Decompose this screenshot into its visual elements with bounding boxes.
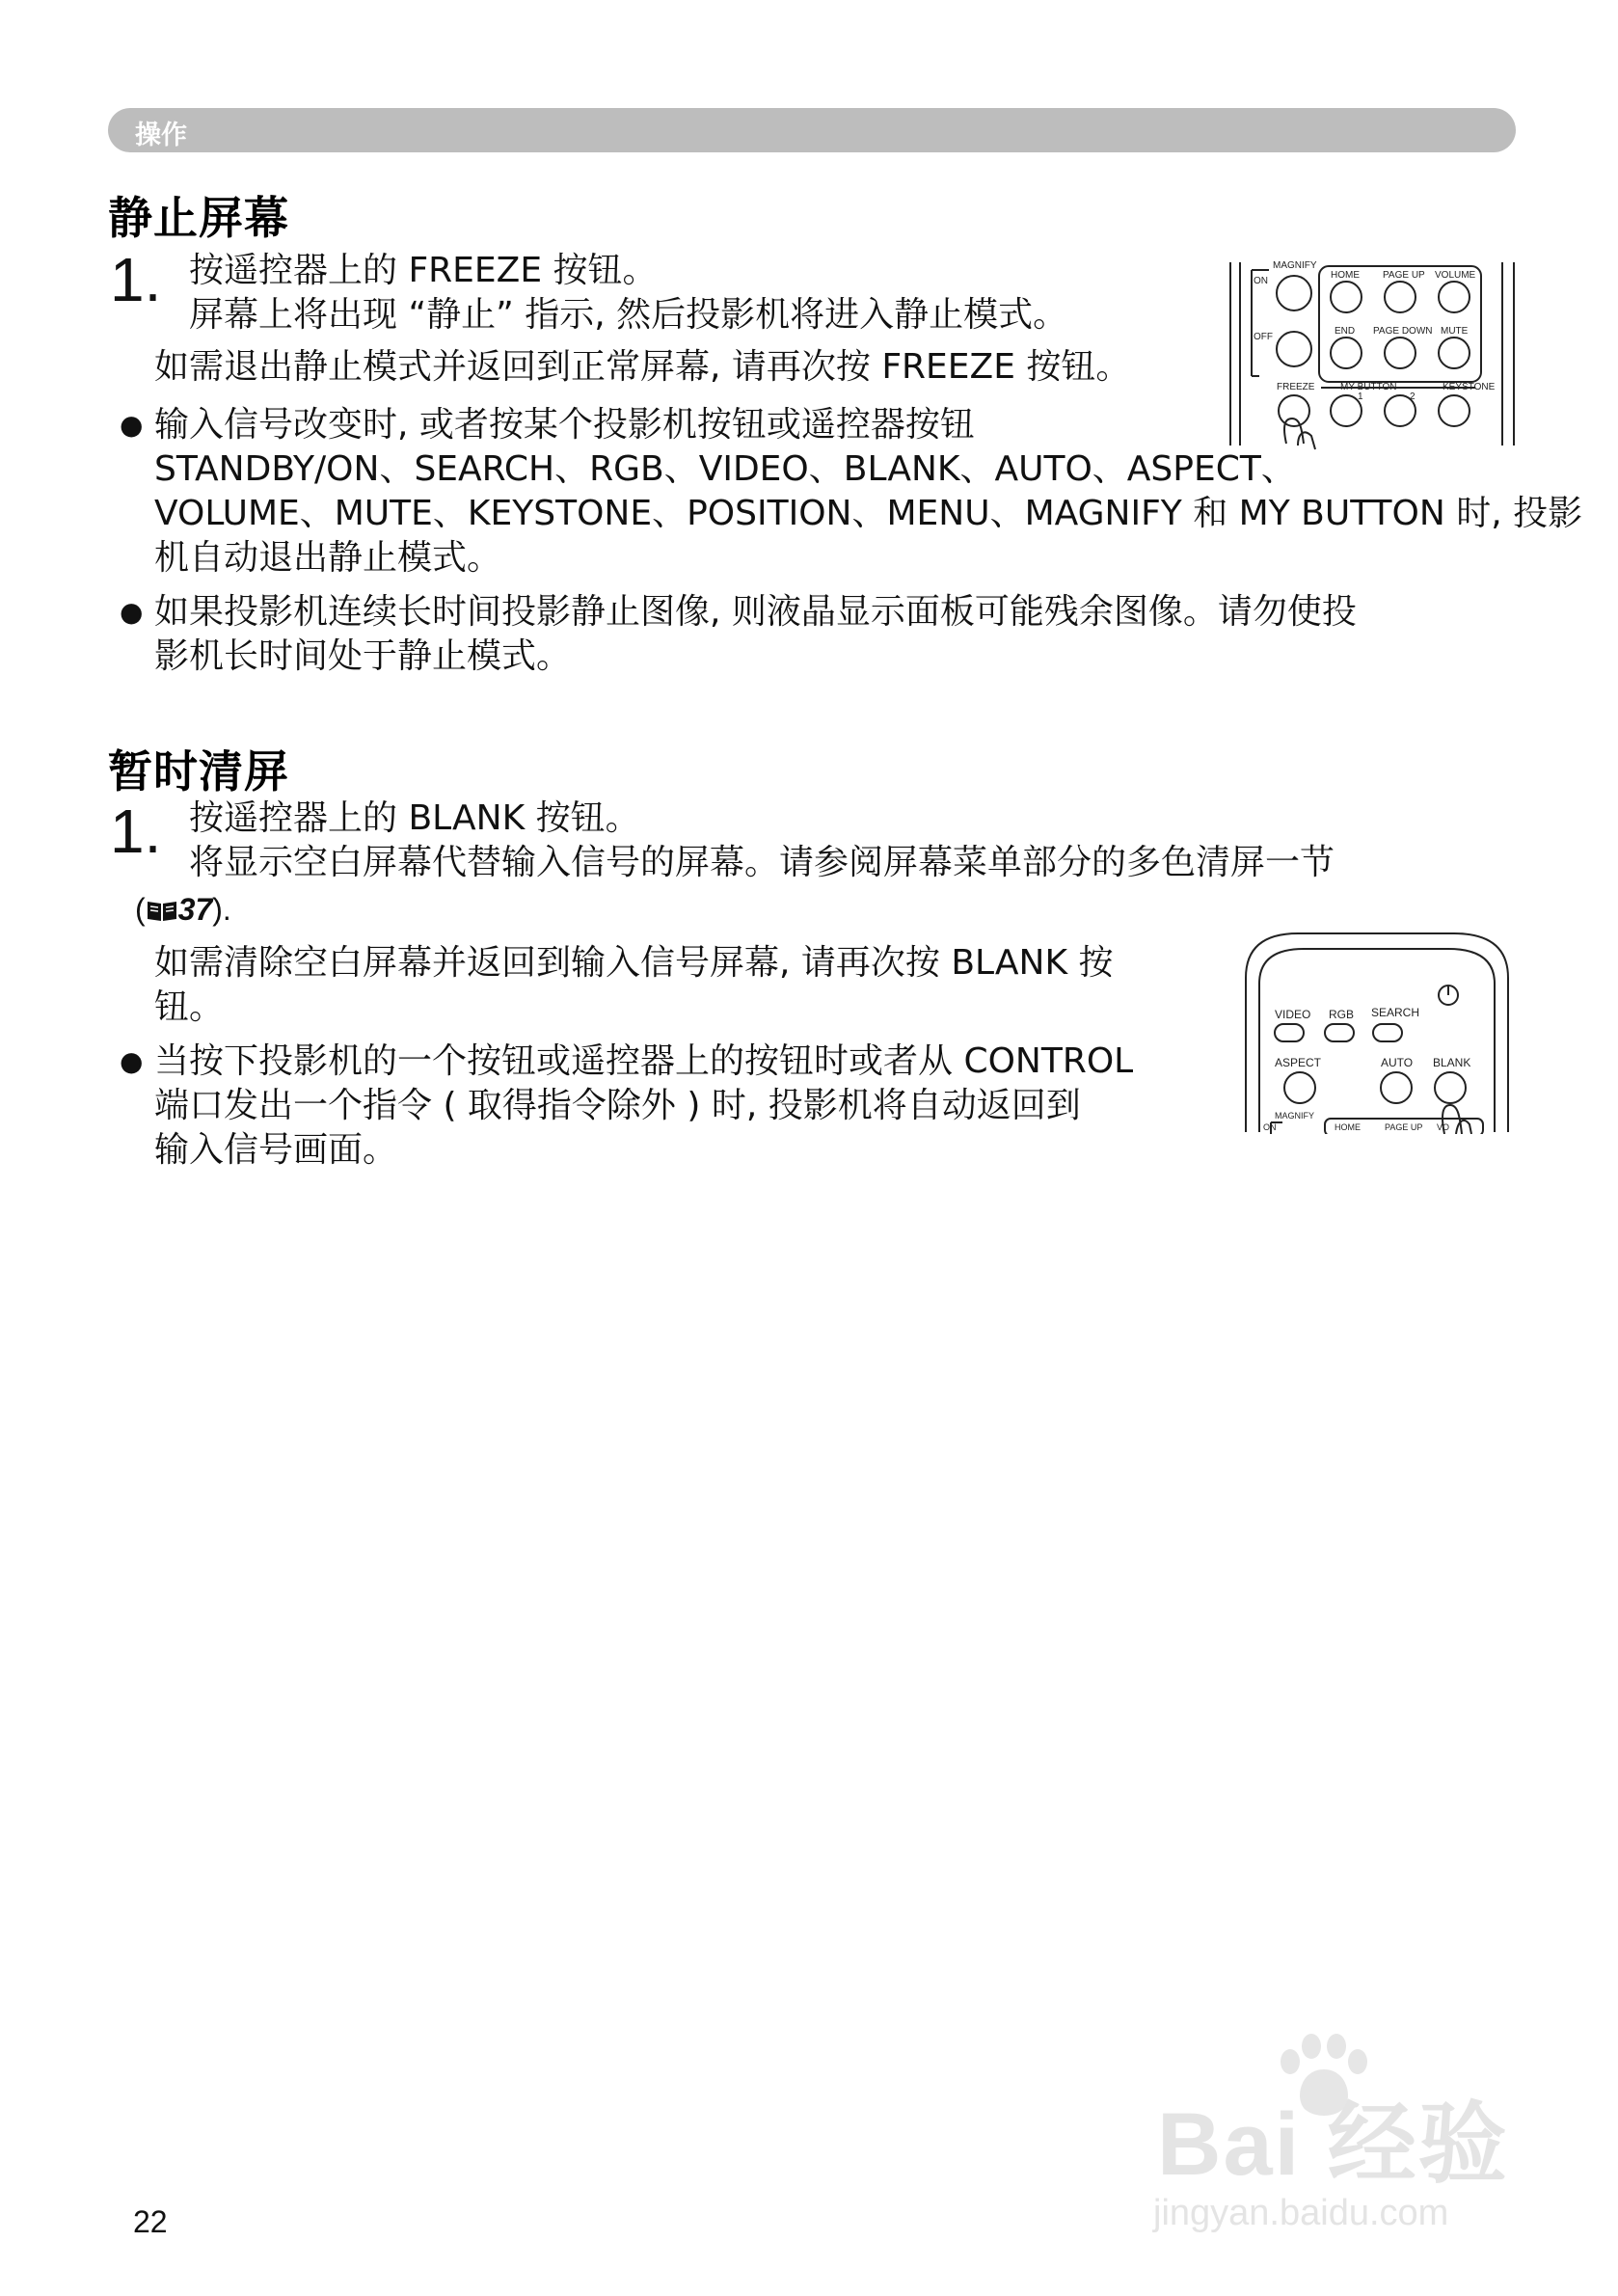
bullet-dot: ●: [120, 596, 144, 628]
freeze-bullet1-line-2: STANDBY/ON、SEARCH、RGB、VIDEO、BLANK、AUTO、ASPECT、: [154, 449, 1296, 489]
blank-title: 暂时清屏: [108, 745, 289, 797]
label-end: END: [1335, 326, 1356, 337]
label-my-button: MY BUTTON: [1340, 382, 1397, 392]
blank-bullet1-line-2: 端口发出一个指令 ( 取得指令除外 ) 时, 投影机将自动返回到: [154, 1086, 1081, 1125]
freeze-bullet1-line-1: 输入信号改变时, 或者按某个投影机按钮或遥控器按钮: [154, 405, 975, 445]
freeze-step-number: 1.: [110, 245, 162, 314]
watermark-url: jingyan.baidu.com: [1153, 2193, 1449, 2233]
label-home: HOME: [1331, 270, 1360, 281]
label-blank: BLANK: [1433, 1056, 1471, 1069]
freeze-bullet2-line-1: 如果投影机连续长时间投影静止图像, 则液晶显示面板可能残余图像。请勿使投: [154, 592, 1357, 632]
label-page-up: PAGE UP: [1383, 270, 1425, 281]
blank-exit-line-2: 钮。: [154, 987, 225, 1027]
ref-open: (: [135, 892, 146, 927]
label-one: 1: [1358, 392, 1363, 402]
section-header-bar: [108, 108, 1516, 152]
freeze-bullet1-line-3: VOLUME、MUTE、KEYSTONE、POSITION、MENU、MAGNIFY 和 MY BUTTON 时, 投影: [154, 494, 1583, 533]
blank-bullet1-line-3: 输入信号画面。: [154, 1130, 398, 1170]
label-off: OFF: [1254, 332, 1273, 342]
label-magnify: MAGNIFY: [1275, 1111, 1315, 1121]
ref-page: 37: [177, 892, 213, 927]
section-label: 操作: [135, 121, 187, 150]
freeze-bullet2-line-2: 影机长时间处于静止模式。: [154, 636, 572, 676]
freeze-bullet1-line-4: 机自动退出静止模式。: [154, 538, 502, 578]
bullet-dot: ●: [120, 409, 144, 441]
label-mute: MUTE: [1441, 326, 1469, 337]
label-two: 2: [1410, 392, 1416, 402]
freeze-exit-line: 如需退出静止模式并返回到正常屏幕, 请再次按 FREEZE 按钮。: [154, 347, 1131, 387]
freeze-step-line-1: 按遥控器上的 FREEZE 按钮。: [189, 251, 658, 290]
blank-step-line-1: 按遥控器上的 BLANK 按钮。: [189, 798, 640, 838]
label-video: VIDEO: [1275, 1008, 1311, 1021]
blank-step-number: 1.: [110, 797, 162, 866]
label-page-down: PAGE DOWN: [1373, 326, 1433, 337]
remote-freeze-illustration: [1227, 253, 1522, 451]
remote-blank-illustration: [1240, 930, 1514, 1134]
label-page-up: PAGE UP: [1385, 1122, 1423, 1132]
book-icon: [146, 898, 178, 923]
label-home: HOME: [1335, 1122, 1361, 1132]
label-rgb: RGB: [1329, 1008, 1355, 1021]
label-on: ON: [1254, 276, 1268, 286]
watermark-brand: Bai 经验: [1157, 2095, 1509, 2194]
blank-step-line-2: 将显示空白屏幕代替输入信号的屏幕。请参阅屏幕菜单部分的多色清屏一节: [189, 843, 1335, 882]
label-auto: AUTO: [1381, 1056, 1414, 1069]
label-on: ON: [1263, 1122, 1277, 1132]
label-vo: VO: [1437, 1122, 1450, 1132]
label-search: SEARCH: [1371, 1006, 1420, 1019]
label-volume: VOLUME: [1435, 270, 1476, 281]
page-reference: [135, 887, 231, 932]
label-freeze: FREEZE: [1277, 382, 1315, 392]
page-number: 22: [133, 2204, 168, 2239]
freeze-title: 静止屏幕: [108, 192, 289, 244]
label-keystone: KEYSTONE: [1443, 382, 1496, 392]
blank-bullet1-line-1: 当按下投影机的一个按钮或遥控器上的按钮时或者从 CONTROL: [154, 1041, 1134, 1081]
label-aspect: ASPECT: [1275, 1056, 1322, 1069]
ref-close: ).: [212, 892, 231, 927]
label-magnify: MAGNIFY: [1273, 260, 1317, 271]
bullet-dot: ●: [120, 1045, 144, 1077]
freeze-step-line-2: 屏幕上将出现 “静止” 指示, 然后投影机将进入静止模式。: [189, 295, 1068, 335]
blank-exit-line-1: 如需清除空白屏幕并返回到输入信号屏幕, 请再次按 BLANK 按: [154, 943, 1114, 983]
